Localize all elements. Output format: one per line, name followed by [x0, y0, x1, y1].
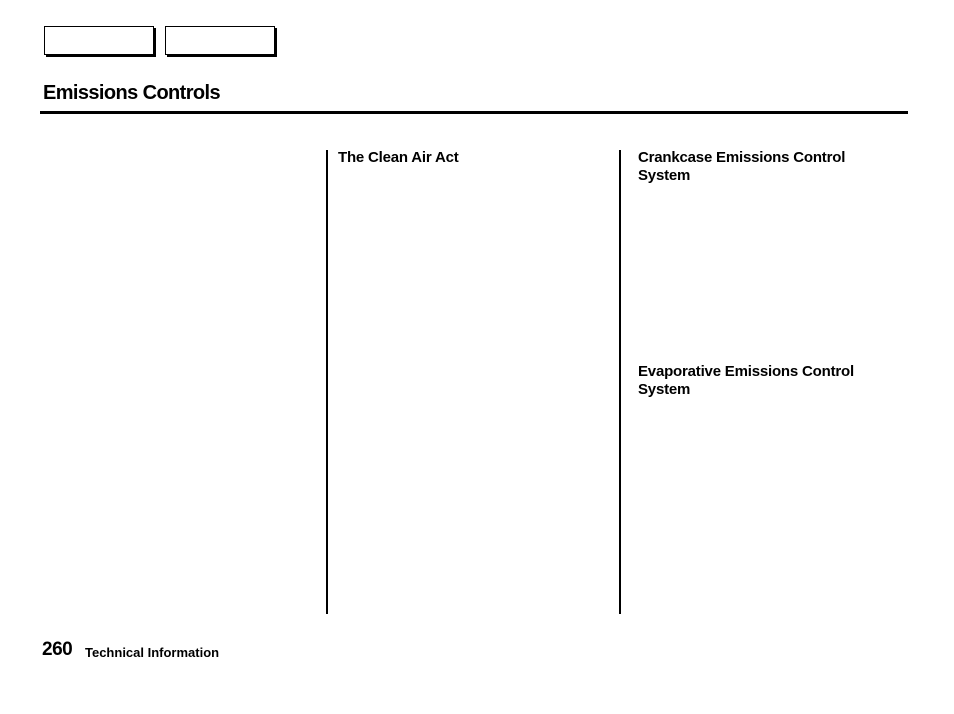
- page-title: Emissions Controls: [43, 82, 221, 104]
- section-name: Technical Information: [85, 645, 220, 660]
- heading-clean-air-act: The Clean Air Act: [338, 149, 459, 166]
- page-number: 260: [42, 639, 73, 660]
- previous-page-button[interactable]: [44, 26, 154, 55]
- title-divider: [40, 111, 908, 114]
- heading-crankcase-emissions: Crankcase Emissions Control System: [638, 149, 846, 184]
- column-divider-right: [619, 150, 621, 614]
- next-page-button[interactable]: [165, 26, 275, 55]
- column-divider-middle: [326, 150, 328, 614]
- heading-evaporative-emissions: Evaporative Emissions Control System: [638, 363, 854, 398]
